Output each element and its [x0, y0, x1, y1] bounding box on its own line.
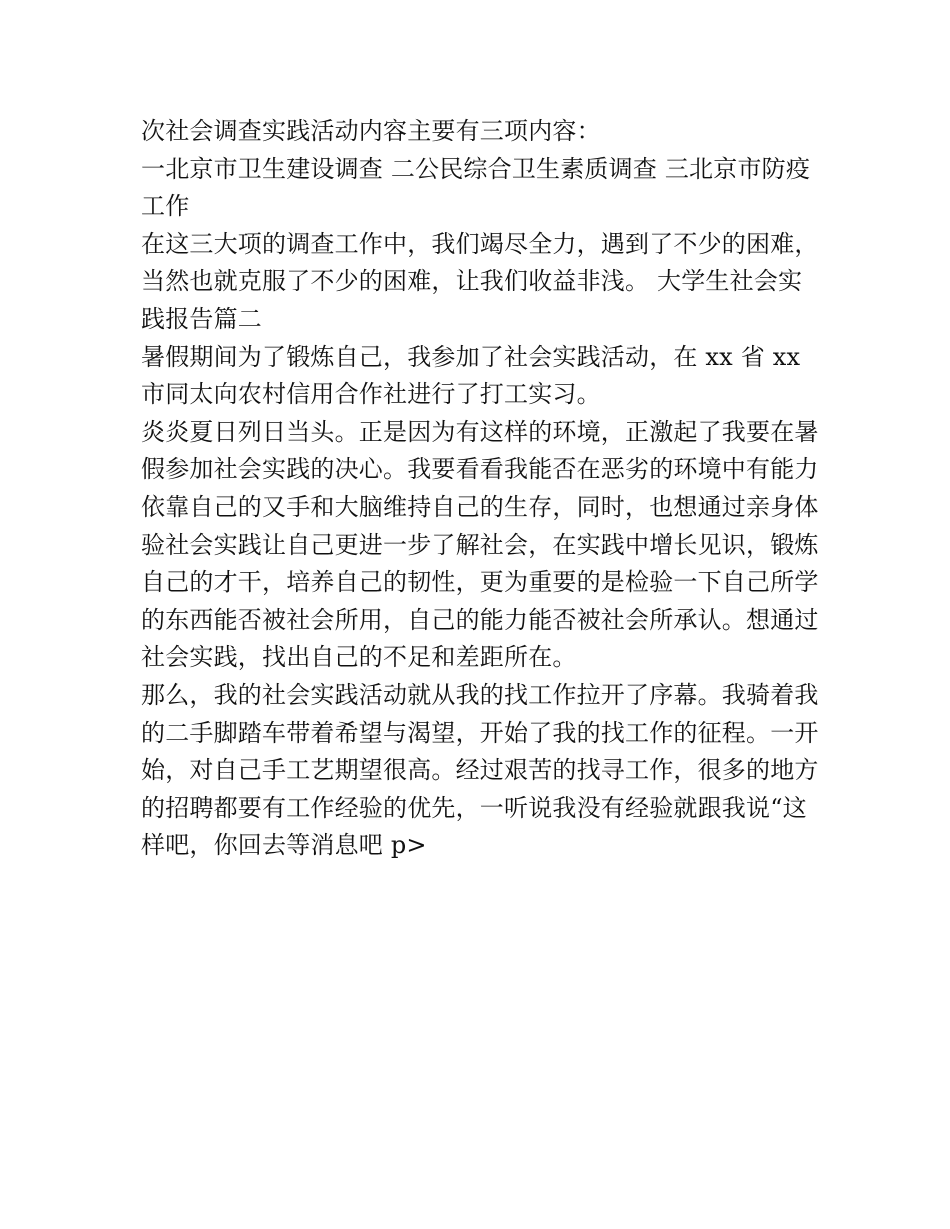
paragraph-job-search: 那么，我的社会实践活动就从我的找工作拉开了序幕。我骑着我的二手脚踏车带着希望与渴望，开始了我的找工作的征程。一开始，对自己手工艺期望很高。经过艰苦的找寻工作，很多的地方的招聘都要有工作经验的优先，一听说我没有经验就跟我说“这样吧，你回去等消息吧 p> — [141, 680, 819, 860]
paragraph-survey-items: 一北京市卫生建设调查 二公民综合卫生素质调查 三北京市防疫工作 — [141, 154, 811, 221]
paragraph-survey-summary: 在这三大项的调查工作中，我们竭尽全力，遇到了不少的困难，当然也就克服了不少的困难，让我们收益非浅。 大学生社会实践报告篇二 — [141, 229, 819, 333]
paragraph-survey-intro: 次社会调查实践活动内容主要有三项内容： — [141, 117, 601, 145]
paragraph-summer-practice: 暑假期间为了锻炼自己，我参加了社会实践活动，在 xx 省 xx 市同太向农村信用合作社进行了打工实习。 — [141, 342, 801, 409]
document-body — [141, 113, 821, 865]
paragraph-motivation: 炎炎夏日列日当头。正是因为有这样的环境，正激起了我要在暑假参加社会实践的决心。我要看看我能否在恶劣的环境中有能力依靠自己的又手和大脑维持自己的生存，同时，也想通过亲身体验社会实践让自己更进一步了解社会，在实践中增长见识，锻炼自己的才干，培养自己的韧性，更为重要的是检验一下自己所学的东西能否被社会所用，自己的能力能否被社会所承认。想通过社会实践，找出自己的不足和差距所在。 — [141, 417, 819, 672]
